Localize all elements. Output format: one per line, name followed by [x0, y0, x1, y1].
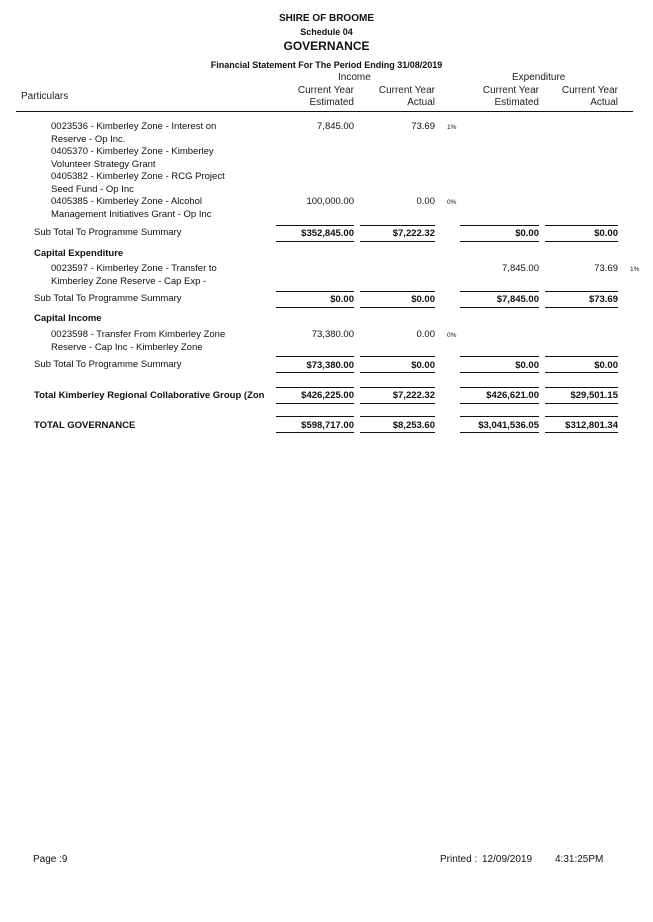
item-0023598-inc-est: 73,380.00 [311, 329, 354, 340]
item-0405370 [51, 146, 214, 171]
subtotal-operating-inc-act: $7,222.32 [392, 228, 435, 239]
total-rule [460, 387, 539, 388]
item-line: Seed Fund - Op Inc [51, 183, 134, 195]
program-title: GOVERNANCE [283, 39, 370, 53]
item-0023597-exp-est: 7,845.00 [502, 263, 539, 274]
total-rule [545, 387, 618, 388]
total-kimberley-exp-act: $29,501.15 [570, 390, 618, 401]
subtotal-rule [276, 307, 354, 308]
subtotal-rule [276, 372, 354, 373]
total-rule [460, 403, 539, 404]
total-rule [545, 403, 618, 404]
schedule-label: Schedule 04 [300, 27, 353, 37]
subtotal-capinc-exp-act: $0.00 [594, 360, 618, 371]
total-rule [276, 387, 354, 388]
org-name: SHIRE OF BROOME [278, 13, 374, 24]
total-governance-inc-est: $598,717.00 [301, 420, 354, 431]
item-0405385-inc-act: 0.00 [416, 196, 435, 207]
subtotal-rule [360, 372, 435, 373]
subtotal-rule [460, 372, 539, 373]
item-0023597 [51, 263, 217, 288]
capital-expenditure-heading: Capital Expenditure [34, 248, 124, 259]
item-line: 0405385 - Kimberley Zone - Alcohol [51, 196, 203, 207]
subtotal-rule [460, 291, 539, 292]
item-0405385-inc-pct: 0% [447, 199, 457, 206]
subtotal-capinc-label: Sub Total To Programme Summary [34, 359, 182, 370]
subtotal-capex-inc-est: $0.00 [330, 294, 354, 305]
subtotal-rule [545, 225, 618, 226]
subtotal-rule [545, 356, 618, 357]
total-governance-inc-act: $8,253.60 [392, 420, 435, 431]
income-header: Income [338, 72, 371, 83]
subtotal-capex-inc-act: $0.00 [411, 294, 435, 305]
total-rule [360, 432, 435, 433]
subtotal-rule [276, 241, 354, 242]
exp-est-header-1: Current Year [482, 85, 539, 96]
item-0023598-inc-act: 0.00 [416, 329, 435, 340]
printed-label: Printed : [440, 854, 478, 865]
subtotal-rule [460, 356, 539, 357]
subtotal-rule [545, 291, 618, 292]
total-governance-exp-est: $3,041,536.05 [478, 420, 539, 431]
item-0405385-inc-est: 100,000.00 [306, 196, 354, 207]
total-governance-exp-act: $312,801.34 [565, 420, 618, 431]
subtotal-operating-exp-est: $0.00 [515, 228, 539, 239]
item-line: 0023598 - Transfer From Kimberley Zone [51, 329, 226, 340]
item-0023536-inc-pct: 1% [447, 124, 457, 131]
subtotal-capinc-inc-act: $0.00 [411, 360, 435, 371]
item-0023536-inc-est: 7,845.00 [317, 121, 354, 132]
item-line: Kimberley Zone Reserve - Cap Exp - [51, 275, 207, 287]
item-0405385 [51, 196, 212, 221]
subtotal-capinc-inc-est: $73,380.00 [306, 360, 354, 371]
total-rule [460, 416, 539, 417]
subtotal-rule [276, 225, 354, 226]
subtotal-capex-exp-est: $7,845.00 [496, 294, 539, 305]
page-number: Page :9 [33, 854, 68, 865]
subtotal-rule [360, 291, 435, 292]
statement-title: Financial Statement For The Period Ending 31/08/2019 [210, 60, 443, 70]
item-line: Reserve - Op Inc. [51, 133, 126, 145]
subtotal-rule [460, 225, 539, 226]
total-rule [360, 387, 435, 388]
inc-est-header-2: Estimated [309, 97, 354, 108]
total-kimberley-label: Total Kimberley Regional Collaborative Group (Zon [34, 390, 265, 401]
total-rule [460, 432, 539, 433]
subtotal-operating-label: Sub Total To Programme Summary [34, 227, 182, 238]
item-line: 0405382 - Kimberley Zone - RCG Project [51, 171, 225, 182]
item-line: Management Initiatives Grant - Op Inc [51, 208, 212, 220]
exp-act-header-1: Current Year [561, 85, 618, 96]
item-0023598-inc-pct: 0% [447, 332, 457, 339]
subtotal-capinc-exp-est: $0.00 [515, 360, 539, 371]
total-rule [276, 432, 354, 433]
item-line: 0405370 - Kimberley Zone - Kimberley [51, 146, 214, 157]
item-line: Volunteer Strategy Grant [51, 158, 156, 170]
item-line: 0023597 - Kimberley Zone - Transfer to [51, 263, 217, 274]
particulars-header: Particulars [21, 91, 69, 102]
item-0023536-inc-act: 73.69 [411, 121, 435, 132]
total-kimberley-inc-est: $426,225.00 [301, 390, 354, 401]
subtotal-rule [545, 307, 618, 308]
total-rule [545, 416, 618, 417]
subtotal-rule [360, 356, 435, 357]
subtotal-rule [360, 307, 435, 308]
subtotal-rule [360, 241, 435, 242]
subtotal-capex-label: Sub Total To Programme Summary [34, 293, 182, 304]
total-rule [276, 403, 354, 404]
subtotal-operating-exp-act: $0.00 [594, 228, 618, 239]
subtotal-rule [276, 291, 354, 292]
item-0023597-exp-act: 73.69 [594, 263, 618, 274]
exp-act-header-2: Actual [590, 97, 618, 108]
exp-est-header-2: Estimated [494, 97, 539, 108]
subtotal-rule [460, 307, 539, 308]
total-rule [545, 432, 618, 433]
capital-income-heading: Capital Income [34, 313, 102, 324]
item-0405382 [51, 171, 225, 196]
subtotal-rule [460, 241, 539, 242]
subtotal-operating-inc-est: $352,845.00 [301, 228, 354, 239]
total-rule [360, 403, 435, 404]
item-line: 0023536 - Kimberley Zone - Interest on [51, 121, 217, 132]
item-0023597-exp-pct: 1% [630, 266, 640, 273]
subtotal-rule [545, 372, 618, 373]
item-0023598 [51, 329, 225, 354]
inc-act-header-1: Current Year [378, 85, 435, 96]
total-rule [360, 416, 435, 417]
inc-act-header-2: Actual [407, 97, 435, 108]
subtotal-rule [545, 241, 618, 242]
item-0023536 [51, 121, 216, 146]
total-kimberley-exp-est: $426,621.00 [486, 390, 539, 401]
subtotal-rule [360, 225, 435, 226]
total-kimberley-inc-act: $7,222.32 [392, 390, 435, 401]
item-line: Reserve - Cap Inc - Kimberley Zone [51, 341, 203, 353]
subtotal-capex-exp-act: $73.69 [588, 294, 618, 305]
total-governance-label: TOTAL GOVERNANCE [34, 420, 136, 431]
printed-date: 12/09/2019 [482, 854, 533, 865]
subtotal-rule [276, 356, 354, 357]
header-rule [16, 111, 633, 112]
printed-time: 4:31:25PM [555, 854, 604, 865]
total-rule [276, 416, 354, 417]
expenditure-header: Expenditure [512, 72, 566, 83]
inc-est-header-1: Current Year [297, 85, 354, 96]
